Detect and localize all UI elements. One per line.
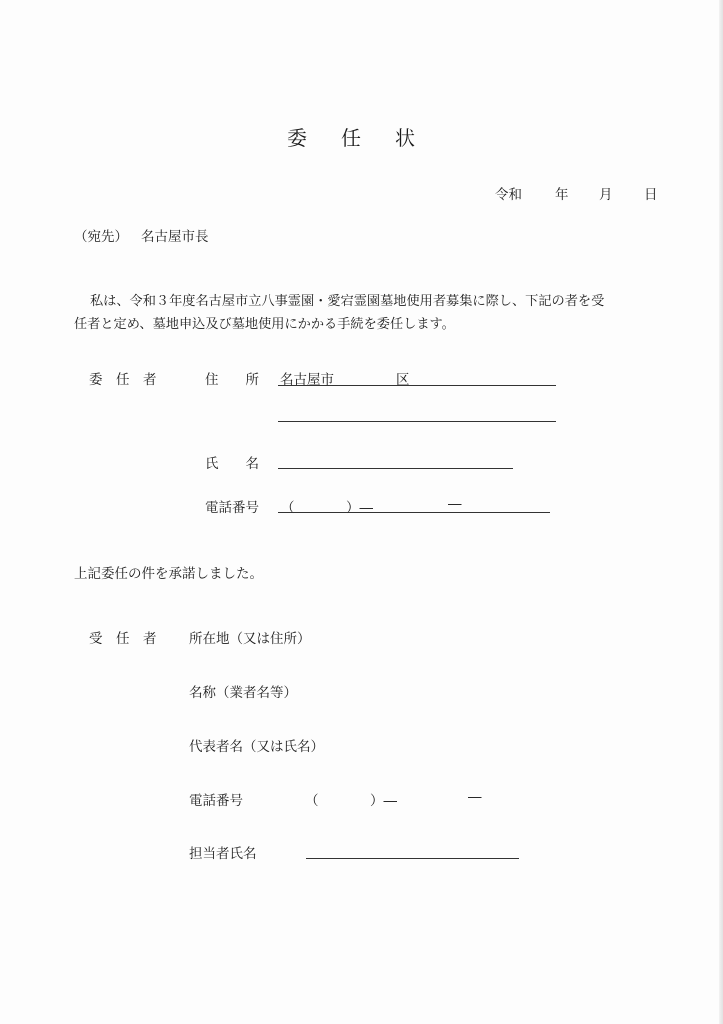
principal-label: 委 任 者 [89, 372, 157, 388]
date-era: 令和 [495, 187, 522, 203]
agent-address-label: 所在地（又は住所） [189, 631, 311, 647]
agent-contact-label: 担当者氏名 [189, 846, 257, 862]
principal-phone-label: 電話番号 [205, 500, 259, 516]
addressee-label: （宛先） [74, 229, 128, 245]
agent-company-label: 名称（業者名等） [189, 685, 297, 701]
document-title [287, 122, 415, 151]
addressee-name: 名古屋市長 [141, 229, 209, 245]
agent-rep-label: 代表者名（又は氏名） [189, 739, 324, 755]
scan-edge-shadow [719, 0, 723, 1024]
body-line-1: 私は、令和３年度名古屋市立八事霊園・愛宕霊園墓地使用者募集に際し、下記の者を受 [90, 294, 605, 309]
principal-phone-line [278, 512, 550, 513]
principal-address-city: 名古屋市 [280, 372, 334, 388]
title-char-1: 委 [287, 126, 307, 150]
principal-address-line-1 [278, 385, 556, 386]
body-line-2: 任者と定め、墓地申込及び墓地使用にかかる手続を委任します。 [74, 317, 455, 332]
date-year-label: 年 [555, 187, 569, 203]
date-month-label: 月 [599, 187, 613, 203]
principal-name-label: 氏 名 [205, 456, 259, 472]
principal-phone-close: ）― [346, 500, 373, 516]
principal-address-label: 住 所 [205, 372, 259, 388]
principal-phone-dash: ― [448, 496, 462, 512]
agent-phone-dash: ― [468, 789, 482, 805]
principal-address-line-2 [278, 421, 556, 422]
principal-name-line [278, 468, 513, 469]
agent-phone-label: 電話番号 [189, 793, 243, 809]
agent-phone-open: （ [305, 793, 319, 809]
title-char-3: 状 [395, 126, 415, 150]
principal-phone-open: （ [281, 500, 295, 516]
title-char-2: 任 [341, 126, 361, 150]
principal-address-ward: 区 [396, 372, 410, 388]
agent-contact-line [306, 858, 519, 859]
date-day-label: 日 [644, 187, 658, 203]
agent-phone-close: ）― [370, 793, 397, 809]
acceptance-text: 上記委任の件を承諾しました。 [74, 566, 263, 582]
agent-label: 受 任 者 [89, 631, 157, 647]
